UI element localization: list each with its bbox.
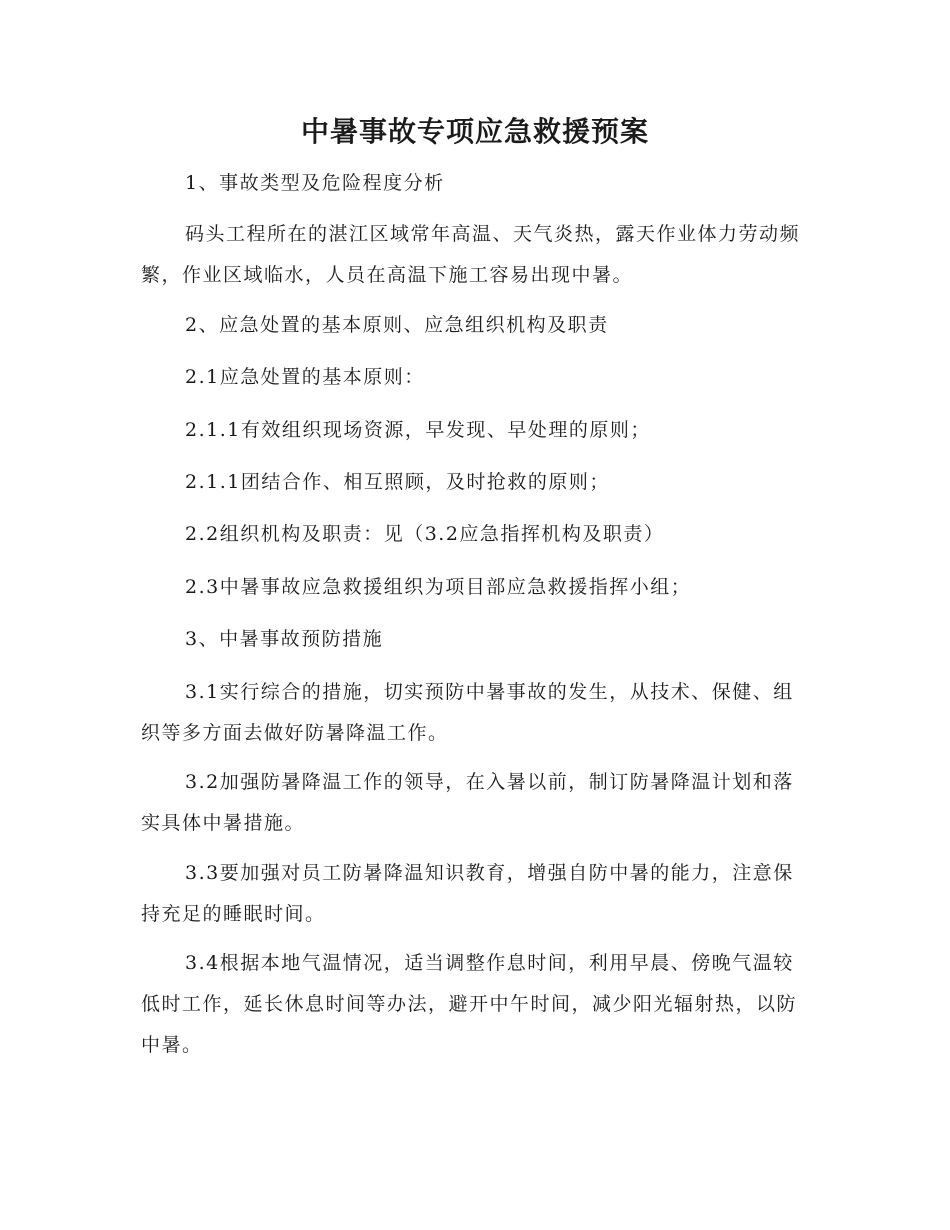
paragraph-body: 码头工程所在的湛江区域常年高温、天气炎热，露天作业体力劳动频繁，作业区域临水，人员在高温下施工容易出现中暑。: [141, 223, 801, 286]
paragraph-item: 2.1.1有效组织现场资源，早发现、早处理的原则；: [185, 419, 651, 441]
paragraph-item: 2.1应急处置的基本原则：: [185, 366, 425, 388]
paragraph-item: 2.3中暑事故应急救援组织为项目部应急救援指挥小组；: [185, 576, 692, 598]
paragraph-body: 3.3要加强对员工防暑降温知识教育，增强自防中暑的能力，注意保持充足的睡眠时间。: [141, 862, 794, 925]
paragraph-body: 3.2加强防暑降温工作的领导，在入暑以前，制订防暑降温计划和落实具体中暑措施。: [141, 771, 794, 834]
paragraph-heading-1: 1、事故类型及危险程度分析: [185, 172, 445, 194]
paragraph-body: 3.4根据本地气温情况，适当调整作息时间，利用早晨、傍晚气温较低时工作，延长休息时间等办法，避开中午时间，减少阳光辐射热，以防中暑。: [141, 952, 798, 1056]
document-title: 中暑事故专项应急救援预案: [300, 115, 649, 148]
paragraph-heading-3: 3、中暑事故预防措施: [185, 628, 384, 650]
paragraph-item: 2.1.1团结合作、相互照顾，及时抢救的原则；: [185, 471, 610, 493]
paragraph-item: 2.2组织机构及职责：见（3.2应急指挥机构及职责）: [185, 523, 665, 545]
paragraph-heading-2: 2、应急处置的基本原则、应急组织机构及职责: [185, 314, 609, 336]
paragraph-body: 3.1实行综合的措施，切实预防中暑事故的发生，从技术、保健、组织等多方面去做好防暑降温工作。: [141, 681, 794, 744]
